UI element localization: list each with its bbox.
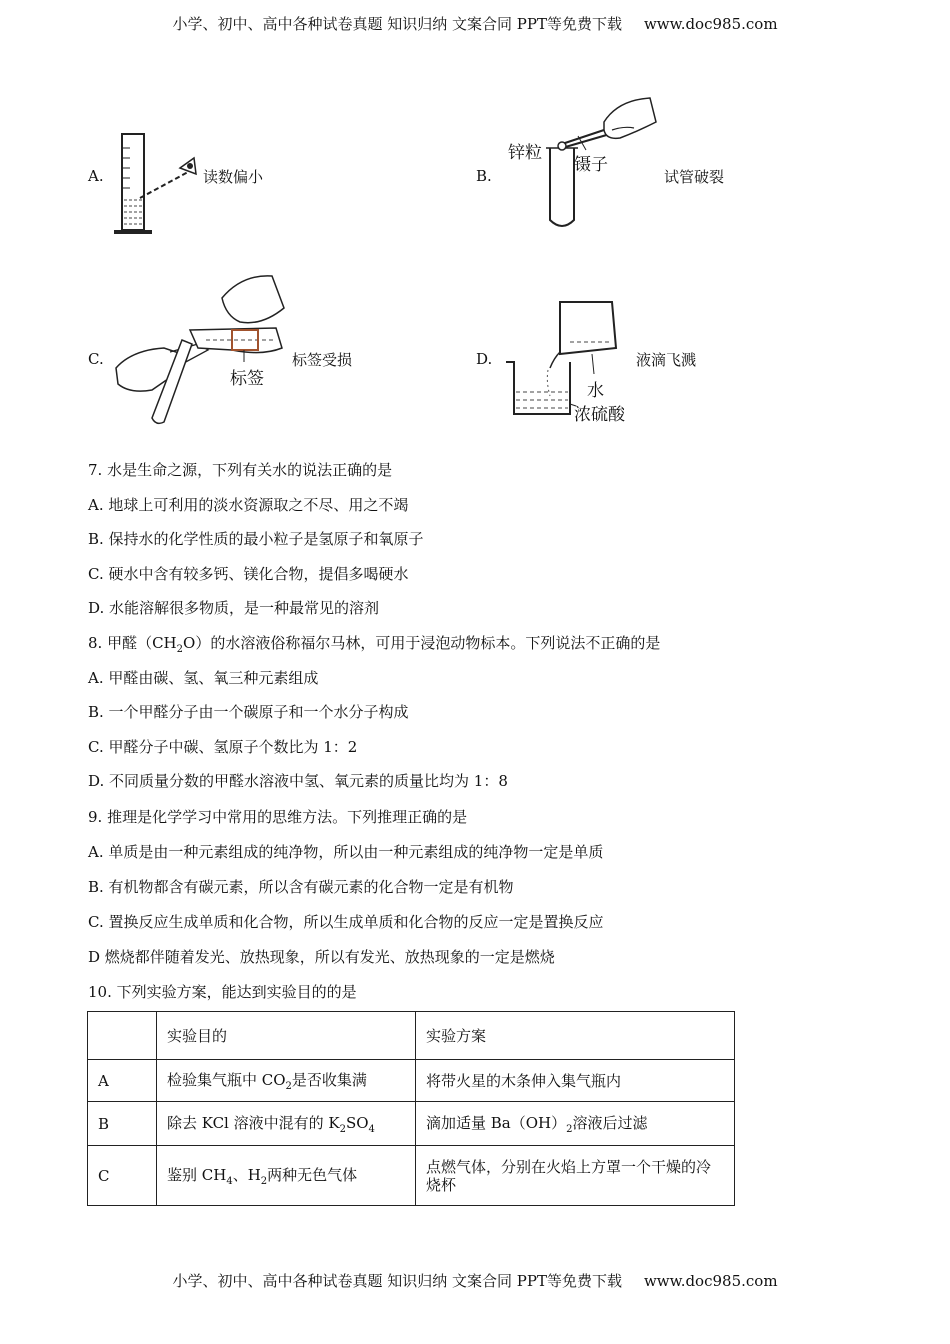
table-header-cell: 实验方案 (416, 1012, 735, 1060)
table-header-cell: 实验目的 (157, 1012, 416, 1060)
figure-a-letter: A. (88, 167, 104, 185)
q10-stem: 10. 下列实验方案，能达到实验目的的是 (88, 983, 357, 1001)
table-cell-key: C (88, 1146, 157, 1206)
figure-c-letter: C. (88, 350, 104, 368)
q8-option-d: D. 不同质量分数的甲醛水溶液中氢、氧元素的质量比均为 1：8 (88, 772, 508, 790)
header-text: 小学、初中、高中各种试卷真题 知识归纳 文案合同 PPT等免费下载 (172, 15, 622, 33)
figure-b-label-zinc: 锌粒 (508, 143, 542, 163)
q8-option-a: A. 甲醛由碳、氢、氧三种元素组成 (88, 669, 319, 687)
page-footer (0, 1270, 950, 1291)
q9-option-b: B. 有机物都含有碳元素，所以含有碳元素的化合物一定是有机物 (88, 878, 514, 896)
table-cell-key: B (88, 1102, 157, 1146)
table-cell-goal: 检验集气瓶中 $CO_2$是否收集满 (157, 1060, 416, 1102)
figure-b-caption: 试管破裂 (664, 168, 725, 186)
figure-b-label-tweezers: 镊子 (574, 155, 608, 175)
table-cell-plan: 滴加适量 $Ba(OH)_2$溶液后过滤 (416, 1102, 735, 1146)
q8-option-c: C. 甲醛分子中碳、氢原子个数比为 1：2 (88, 738, 358, 756)
table-row (88, 1060, 735, 1102)
table-cell-key: A (88, 1060, 157, 1102)
table-cell-goal: 鉴别 $CH_4$、$H_2$两种无色气体 (157, 1146, 416, 1206)
figure-a-graduated-cylinder (110, 128, 210, 240)
table-header-cell (88, 1012, 157, 1060)
q7-option-d: D. 水能溶解很多物质，是一种最常见的溶剂 (88, 599, 380, 617)
q7-option-b: B. 保持水的化学性质的最小粒子是氢原子和氧原子 (88, 530, 424, 548)
table-row (88, 1146, 735, 1206)
figure-c-label-tag: 标签 (230, 369, 264, 389)
q7-option-c: C. 硬水中含有较多钙、镁化合物，提倡多喝硬水 (88, 565, 409, 583)
footer-text: 小学、初中、高中各种试卷真题 知识归纳 文案合同 PPT等免费下载 (172, 1272, 622, 1290)
q9-option-c: C. 置换反应生成单质和化合物，所以生成单质和化合物的反应一定是置换反应 (88, 913, 604, 931)
figure-d-letter: D. (476, 350, 493, 368)
page-header (0, 13, 950, 34)
table-cell-plan: 点燃气体，分别在火焰上方罩一个干燥的冷烧杯 (416, 1146, 735, 1206)
q7-stem: 7. 水是生命之源，下列有关水的说法正确的是 (88, 461, 393, 479)
figure-c-pouring-liquid (112, 268, 292, 428)
q9-option-d: D 燃烧都伴随着发光、放热现象，所以有发光、放热现象的一定是燃烧 (88, 948, 555, 966)
table-cell-goal: 除去 KCl 溶液中混有的 $K_2SO_4$ (157, 1102, 416, 1146)
q9-option-a: A. 单质是由一种元素组成的纯净物，所以由一种元素组成的纯净物一定是单质 (88, 843, 604, 861)
q7-option-a: A. 地球上可利用的淡水资源取之不尽、用之不竭 (88, 496, 409, 514)
footer-site-link[interactable]: www.doc985.com (643, 1272, 778, 1290)
table-cell-plan: 将带火星的木条伸入集气瓶内 (416, 1060, 735, 1102)
header-site-link[interactable]: www.doc985.com (643, 15, 778, 33)
q8-option-b: B. 一个甲醛分子由一个碳原子和一个水分子构成 (88, 703, 409, 721)
figure-d-caption: 液滴飞溅 (636, 351, 697, 369)
figure-a-caption: 读数偏小 (203, 168, 264, 186)
table-row (88, 1102, 735, 1146)
figure-d-label-water: 水 (587, 381, 604, 401)
figure-d-label-acid: 浓硫酸 (574, 405, 625, 425)
figure-c-caption: 标签受损 (292, 351, 353, 369)
q10-table (87, 1011, 735, 1206)
table-header-row (88, 1012, 735, 1060)
q9-stem: 9. 推理是化学学习中常用的思维方法。下列推理正确的是 (88, 808, 468, 826)
q8-stem: 8. 甲醛$(CH_2O)$的水溶液俗称福尔马林，可用于浸泡动物标本。下列说法不正确的是 (88, 634, 661, 655)
figure-b-letter: B. (476, 167, 492, 185)
